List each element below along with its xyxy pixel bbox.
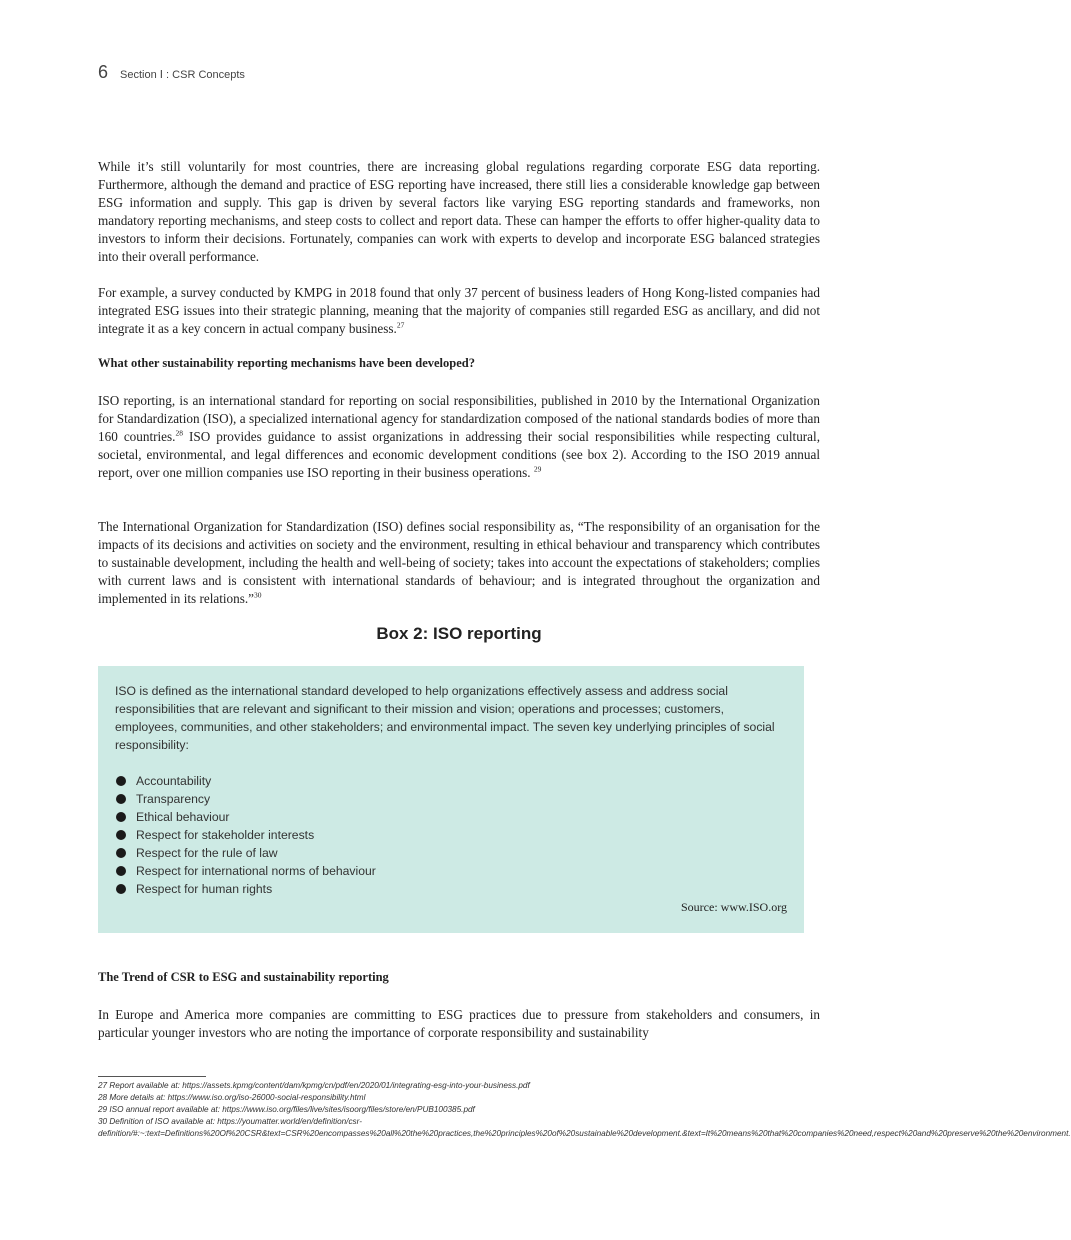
paragraph-iso-reporting-text-a: ISO reporting, is an international standard for reporting on social responsibilities, published in 2010 by the International Organization for Standardization (ISO), a specialized international agency for standardization composed of the national standards bodies of more than 160 countries. [98, 393, 820, 444]
list-item [116, 772, 376, 790]
paragraph-iso-reporting-text-b: ISO provides guidance to assist organizations in addressing their social responsibilities while respecting cultural, societal, environmental, and legal differences and economic development conditions (see box 2). According to the ISO 2019 annual report, over one million companies use ISO reporting in their business operations. [98, 429, 820, 480]
footnote-ref-28: 28 [175, 428, 183, 438]
footnotes [98, 1080, 1071, 1140]
footnote-ref-27: 27 [396, 320, 405, 330]
footnote-divider [98, 1076, 206, 1077]
bullet-icon [116, 776, 126, 786]
list-item [116, 826, 376, 844]
footnote-30: 30 Definition of ISO available at: https://youmatter.world/en/definition/csr-definition/#:~:text=Definitions%20Of%20CSR&text=CSR%20encompasses%20all%20the%20practices,the%20principles%20of%20sustainable%20development.&text=It%20means%20that%20companies%20need,respect%20and%20preserve%20the%20environment. [98, 1117, 1071, 1138]
footnote-28: 28 More details at: https://www.iso.org/iso-26000-social-responsibility.html [98, 1093, 366, 1102]
paragraph-kmpg-survey [98, 284, 820, 338]
principle-label: Accountability [136, 774, 212, 788]
page-header [98, 62, 245, 86]
list-item [116, 880, 376, 898]
heading-reporting-mechanisms: What other sustainability reporting mechanisms have been developed? [98, 356, 475, 370]
page-number: 6 [98, 62, 109, 82]
paragraph-iso-reporting [98, 392, 820, 482]
paragraph-esg-regulations: While it’s still voluntarily for most countries, there are increasing global regulations regarding corporate ESG data reporting. Furthermore, although the demand and practice of ESG reporting have increased, there still lies a considerable knowledge gap between ESG information and supply. This gap is driven by several factors like varying ESG reporting standards and frameworks, non mandatory reporting mechanisms, and steep costs to collect and report data. These can hamper the efforts to offer higher-quality data to investors to inform their decisions. Fortunately, companies can work with experts to develop and incorporate ESG balanced strategies into their overall performance. [98, 159, 820, 264]
list-item [116, 790, 376, 808]
principle-label: Transparency [136, 792, 211, 806]
list-item [116, 844, 376, 862]
bullet-icon [116, 830, 126, 840]
paragraph-iso-definition [98, 518, 820, 608]
footnote-ref-29: 29 [533, 464, 542, 474]
footnote-ref-30: 30 [254, 590, 262, 600]
bullet-icon [116, 884, 126, 894]
box-title: Box 2: ISO reporting [376, 624, 542, 643]
bullet-icon [116, 866, 126, 876]
principle-label: Respect for human rights [136, 882, 273, 896]
principles-list [116, 772, 376, 898]
paragraph-iso-definition-text: The International Organization for Standardization (ISO) defines social responsibility as, “The responsibility of an organisation for the impacts of its decisions and activities on society and the environment, resulting in ethical behaviour and transparency which contributes to sustainable development, including the health and well-being of society; takes into account the expectations of stakeholders; complies with current laws and is consistent with international standards of behaviour; and is integrated throughout the organization and implemented in its relations.” [98, 519, 820, 606]
footnote-29: 29 ISO annual report available at: https://www.iso.org/files/live/sites/isoorg/files/store/en/PUB100385.pdf [98, 1105, 475, 1114]
list-item [116, 808, 376, 826]
principle-label: Respect for the rule of law [136, 846, 278, 860]
bullet-icon [116, 848, 126, 858]
heading-csr-to-esg: The Trend of CSR to ESG and sustainability reporting [98, 970, 389, 984]
iso-info-box [98, 666, 804, 933]
section-label: Section Ⅰ : CSR Concepts [120, 69, 245, 81]
list-item [116, 862, 376, 880]
paragraph-kmpg-survey-text: For example, a survey conducted by KMPG in 2018 found that only 37 percent of business leaders of Hong Kong-listed companies had integrated ESG issues into their strategic planning, meaning that the majority of companies still regarded ESG as ancillary, and did not integrate it as a key concern in actual company business. [98, 285, 820, 336]
principle-label: Respect for stakeholder interests [136, 828, 315, 842]
box-intro: ISO is defined as the international standard developed to help organizations effectively assess and address social responsibilities that are relevant and significant to their mission and vision; operations and processes; customers, employees, communities, and other stakeholders; and environmental impact. The seven key underlying principles of social responsibility: [115, 684, 775, 752]
principle-label: Ethical behaviour [136, 810, 230, 824]
box-source: Source: www.ISO.org [681, 900, 787, 914]
bullet-icon [116, 812, 126, 822]
bullet-icon [116, 794, 126, 804]
paragraph-europe-america: In Europe and America more companies are committing to ESG practices due to pressure from stakeholders and consumers, in particular younger investors who are noting the importance of corporate responsibility and sustainability [98, 1007, 820, 1040]
footnote-27: 27 Report available at: https://assets.kpmg/content/dam/kpmg/cn/pdf/en/2020/01/integrating-esg-into-your-business.pdf [98, 1081, 530, 1090]
principle-label: Respect for international norms of behaviour [136, 864, 376, 878]
